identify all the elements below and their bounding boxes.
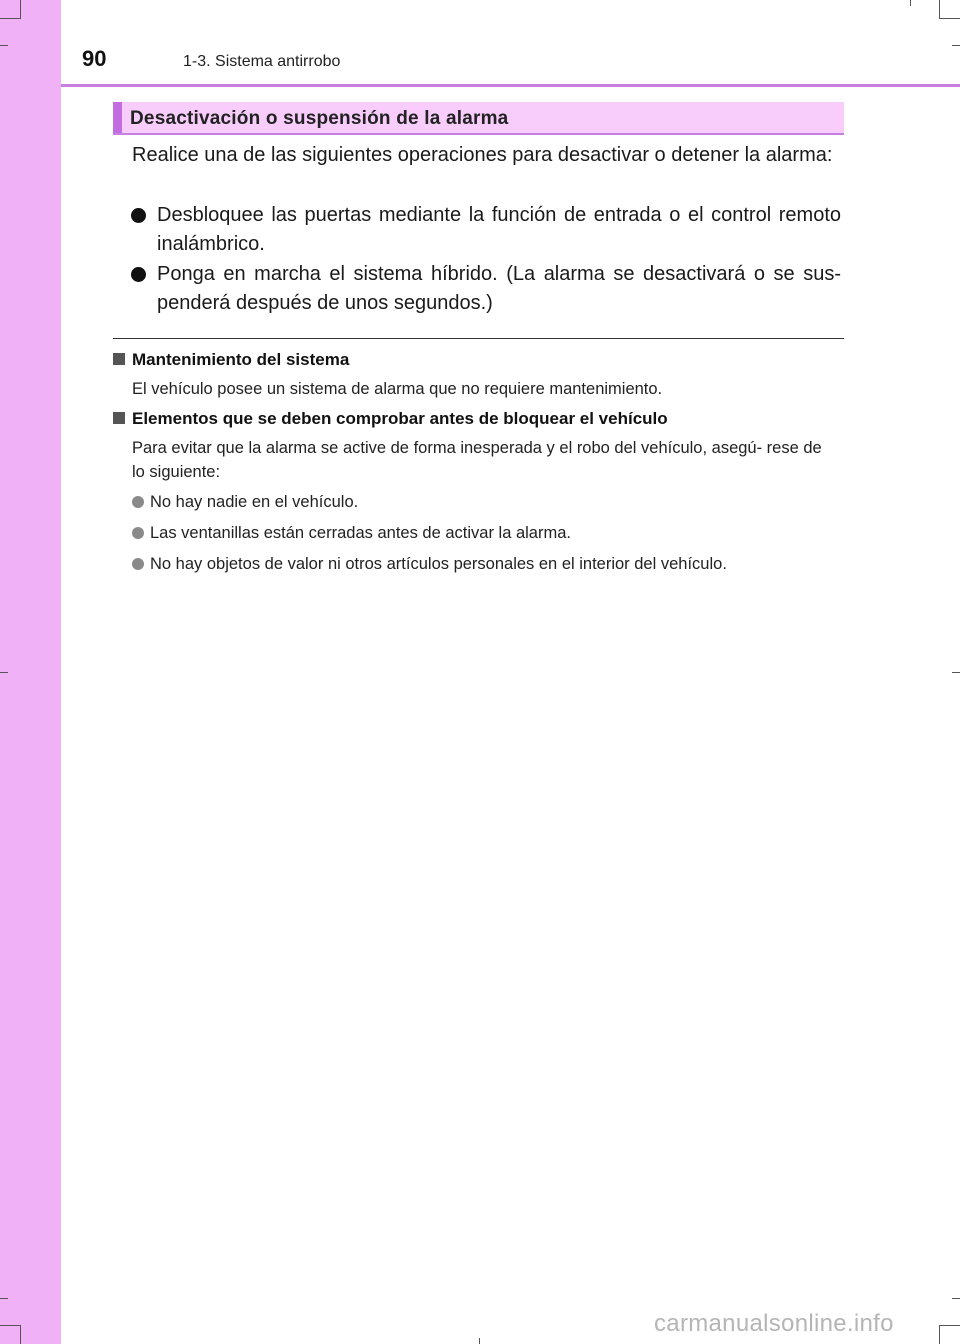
list-item-text: Las ventanillas están cerradas antes de activar la alarma.	[150, 524, 571, 542]
crop-mark-top-right	[952, 45, 960, 46]
list-item-text: No hay nadie en el vehículo.	[150, 493, 359, 511]
watermark-text: carmanualsonline.info	[654, 1310, 894, 1337]
section-divider	[113, 338, 844, 339]
note-text-maintenance: El vehículo posee un sistema de alarma que no requiere mantenimiento.	[132, 380, 663, 398]
side-color-band	[0, 0, 61, 1344]
list-item	[132, 490, 358, 514]
note-heading-text: Elementos que se deben comprobar antes de bloquear el vehículo	[132, 409, 668, 428]
square-bullet-icon	[113, 412, 125, 424]
section-intro-text: Realice una de las siguientes operaciones para desactivar o detener la alarma:	[132, 144, 833, 166]
note-heading-maintenance	[113, 350, 349, 370]
crop-mark-bottom-left	[20, 1325, 21, 1344]
page-number: 90	[82, 46, 107, 71]
crop-mark-top-left	[20, 0, 21, 19]
crop-mark-top-left	[0, 18, 20, 19]
header-divider	[61, 84, 960, 87]
crop-mark-bottom-right	[952, 1298, 960, 1299]
list-item-text: No hay objetos de valor ni otros artículos personales en el interior del vehículo.	[150, 555, 727, 573]
note-heading-checks	[113, 409, 668, 429]
crop-mark-top-right	[940, 18, 960, 19]
square-bullet-icon	[113, 353, 125, 365]
bullet-icon	[132, 527, 144, 539]
list-item	[132, 552, 727, 576]
list-item	[132, 521, 571, 545]
section-heading-accent	[113, 102, 122, 133]
crop-mark-right-middle	[952, 672, 960, 673]
note-heading-text: Mantenimiento del sistema	[132, 350, 350, 369]
bullet-icon	[132, 496, 144, 508]
note-text-checks: Para evitar que la alarma se active de forma inesperada y el robo del vehículo, asegú- rese de lo siguiente:	[132, 439, 822, 481]
crop-mark-bottom-left	[0, 1298, 8, 1299]
bullet-icon	[131, 267, 146, 282]
bullet-icon	[132, 558, 144, 570]
section-heading-title: Desactivación o suspensión de la alarma	[130, 108, 509, 129]
crop-mark-bottom-left	[0, 1325, 20, 1326]
bullet-icon	[131, 208, 146, 223]
crop-mark-top-left	[0, 45, 8, 46]
list-item	[131, 201, 841, 259]
list-item	[131, 260, 841, 318]
crop-mark-bottom-center	[479, 1338, 480, 1344]
chapter-section-title: 1-3. Sistema antirrobo	[183, 53, 341, 70]
crop-mark-top-right	[910, 0, 911, 6]
list-item-text: Desbloquee las puertas mediante la función de entrada o el control remoto inalámbrico.	[157, 204, 841, 255]
crop-mark-left-middle	[0, 672, 8, 673]
list-item-text: Ponga en marcha el sistema híbrido. (La alarma se desactivará o se sus- penderá después de unos segundos.)	[157, 263, 841, 314]
crop-mark-bottom-right	[939, 1325, 940, 1344]
crop-mark-top-right	[939, 0, 940, 19]
crop-mark-bottom-right	[940, 1325, 960, 1326]
section-heading-bar	[113, 102, 844, 135]
